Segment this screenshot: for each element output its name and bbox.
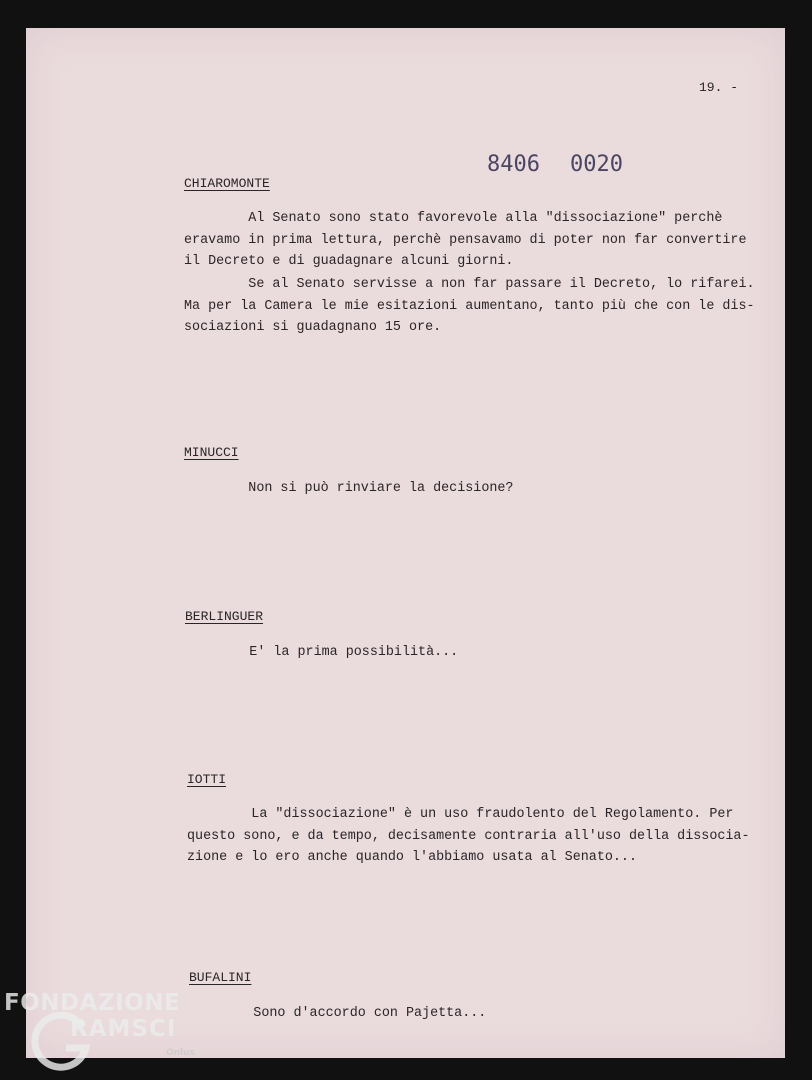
- logo-line-2: RAMSCI: [70, 1016, 177, 1042]
- page-number: 19. -: [699, 80, 739, 95]
- paragraph: La "dissociazione" è un uso fraudolento del Regolamento. Per questo sono, e da tempo, decisamente contraria all'uso della dissocia- zione e lo ero anche quando l'abbiamo usata al Senato...: [187, 807, 750, 865]
- speaker-chiaromonte: CHIAROMONTE: [184, 176, 270, 191]
- logo-suffix: Onlus: [166, 1048, 195, 1058]
- paragraph: Sono d'accordo con Pajetta...: [189, 1006, 487, 1021]
- fondazione-gramsci-logo: [4, 990, 204, 1070]
- stamp-right: 0020: [569, 152, 623, 177]
- paragraph: Al Senato sono stato favorevole alla "dissociazione" perchè eravamo in prima lettura, perchè pensavamo di poter non far convertire il Decreto e di guadagnare alcuni giorni.: [184, 211, 747, 269]
- document-page: [26, 28, 785, 1058]
- logo-line-1: FONDAZIONE: [4, 990, 181, 1016]
- speaker-berlinguer: BERLINGUER: [185, 609, 264, 624]
- paragraph: Se al Senato servisse a non far passare il Decreto, lo rifarei. Ma per la Camera le mie esitazioni aumentano, tanto più che con le dis- sociazioni si guadagnano 15 ore.: [184, 277, 755, 335]
- paragraph: E' la prima possibilità...: [185, 645, 459, 660]
- speaker-iotti: IOTTI: [187, 772, 227, 787]
- stamp-left: 8406: [487, 152, 540, 177]
- archive-stamp: [487, 152, 623, 177]
- paragraph: Non si può rinviare la decisione?: [184, 481, 514, 496]
- speaker-bufalini: BUFALINI: [189, 970, 252, 985]
- speaker-minucci: MINUCCI: [184, 445, 239, 460]
- watermark: [81, 58, 141, 958]
